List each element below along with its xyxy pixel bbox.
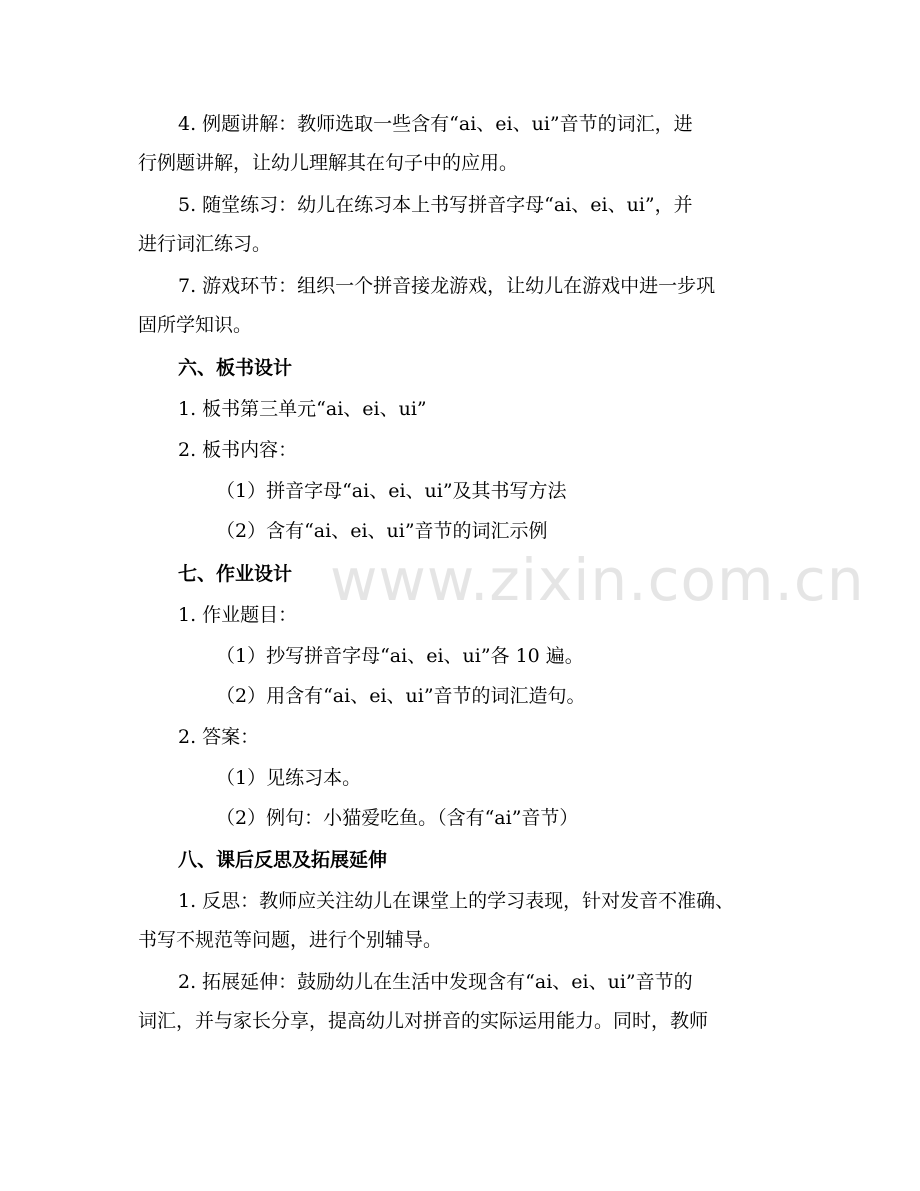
sub-list-item: （1）拼音字母“ai、ei、ui”及其书写方法: [216, 480, 567, 502]
sub-list-item: （1）抄写拼音字母“ai、ei、ui”各 10 遍。: [216, 645, 584, 667]
paragraph-line: 固所学知识。: [138, 314, 253, 336]
list-item: 2. 板书内容：: [178, 439, 298, 461]
section-heading: 八、课后反思及拓展延伸: [178, 849, 388, 871]
paragraph-line: 7. 游戏环节：组织一个拼音接龙游戏，让幼儿在游戏中进一步巩: [178, 275, 716, 297]
list-item: 1. 作业题目：: [178, 604, 298, 626]
paragraph-line: 书写不规范等问题，进行个别辅导。: [138, 929, 443, 951]
section-heading: 六、板书设计: [178, 357, 293, 379]
paragraph-line: 2. 拓展延伸：鼓励幼儿在生活中发现含有“ai、ei、ui”音节的: [178, 971, 693, 993]
sub-list-item: （2）用含有“ai、ei、ui”音节的词汇造句。: [216, 685, 586, 707]
section-heading: 七、作业设计: [178, 563, 293, 585]
watermark: www.zixin.com.cn: [330, 546, 865, 614]
sub-list-item: （2）例句：小猫爱吃鱼。（含有“ai”音节）: [216, 807, 579, 829]
paragraph-line: 词汇，并与家长分享，提高幼儿对拼音的实际运用能力。同时，教师: [138, 1010, 709, 1032]
list-item: 2. 答案：: [178, 726, 260, 748]
paragraph-line: 行例题讲解，让幼儿理解其在句子中的应用。: [138, 152, 519, 174]
paragraph-line: 5. 随堂练习：幼儿在练习本上书写拼音字母“ai、ei、ui”，并: [178, 194, 693, 216]
sub-list-item: （2）含有“ai、ei、ui”音节的词汇示例: [216, 520, 548, 542]
paragraph-line: 4. 例题讲解：教师选取一些含有“ai、ei、ui”音节的词汇，进: [178, 113, 693, 135]
paragraph-line: 进行词汇练习。: [138, 233, 272, 255]
sub-list-item: （1）见练习本。: [216, 767, 362, 789]
paragraph-line: 1. 反思：教师应关注幼儿在课堂上的学习表现，针对发音不准确、: [178, 890, 735, 912]
list-item: 1. 板书第三单元“ai、ei、ui”: [178, 398, 427, 420]
